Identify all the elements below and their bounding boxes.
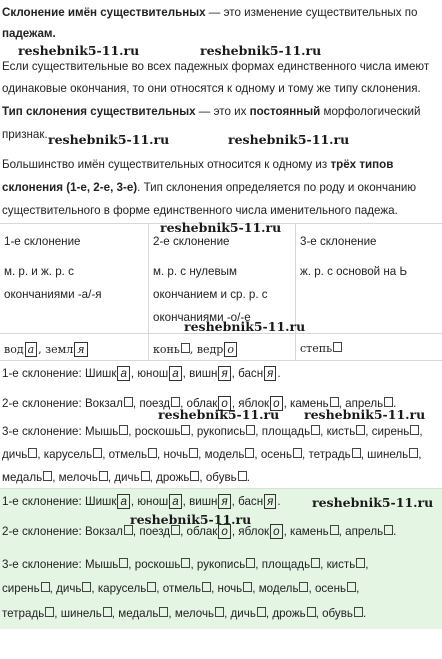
exercise-row-3a: 3-е склонение: Мышь , роскошь , рукопись , площадь , кисть , сирень , [2,425,423,438]
word-stem: дрожь [156,471,190,484]
word-stem: дичь [56,582,82,595]
separator: , [198,448,205,461]
word-stem: мелочь [58,471,98,484]
separator: . [277,367,281,380]
table-examples-3: степь [300,342,342,356]
table-cell-desc-2c: окончаниями -о/-е [153,311,251,324]
watermark-text: reshebnik5-11.ru [228,132,350,147]
separator: , [283,397,291,410]
rule-line-1: Если существительные во всех падежных формах единственного числа имеют [2,60,430,73]
zero-ending-box [181,343,190,353]
word-stem: отмель [162,582,202,595]
word-stem: сирень [371,425,410,438]
separator: , [265,607,273,620]
word-stem: тетрадь [308,448,351,461]
word-stem: вишн [189,367,218,380]
separator: , [360,448,368,461]
zero-ending-box [330,397,339,407]
separator: , [315,607,323,620]
answer-row-3b [2,582,440,596]
word-stem: площадь [261,425,311,438]
word-stem: модель [204,448,245,461]
word-stem: Мышь [84,558,119,571]
separator: , [49,582,57,595]
zero-ending-box [311,558,320,568]
word-stem: рукопись [196,558,246,571]
word-stem: ночь [217,582,243,595]
word-stem: обувь [322,607,353,620]
separator: , [224,607,231,620]
separator: , [365,558,369,571]
table-cell-desc-3a: ж. р. с основой на Ь [300,265,408,278]
separator: , [255,425,262,438]
answer-row-2: 2-е склонение: Вокзал , поезд , облак о , яблок о , камень , апрель . [2,525,397,538]
word-stem: яблок [238,397,270,410]
zero-ending-box [28,448,37,458]
ending-box: я [264,366,276,381]
separator: , [338,397,346,410]
word-stem: поезд [139,397,171,410]
watermark-text: reshebnik5-11.ru [48,132,170,147]
zero-ending-box [356,558,365,568]
word-stem: шинель [367,448,409,461]
separator: , [254,448,261,461]
separator: . [393,397,397,410]
zero-ending-box [119,558,128,568]
exercise-row-2: 2-е склонение: Вокзал , поезд , облак о , яблок о , камень , апрель . [2,397,397,410]
zero-ending-box [141,471,150,481]
word-stem: дрожь [272,607,306,620]
separator: , [338,525,346,538]
watermark-text: reshebnik5-11.ru [312,495,434,510]
word-stem: кисть [326,425,356,438]
word-stem: вишн [189,495,218,508]
zero-ending-box [352,448,361,458]
zero-ending-box [246,425,255,435]
separator: , [111,607,119,620]
ending-box: а [169,366,181,381]
word-stem: басн [238,495,264,508]
zero-ending-box [311,425,320,435]
watermark-text: reshebnik5-11.ru [158,407,280,422]
zero-ending-box [243,582,252,592]
word-stem: шинель [60,607,102,620]
word-stem: карусель [43,448,93,461]
separator: , [356,582,360,595]
separator: , [149,471,157,484]
zero-ending-box [189,448,198,458]
separator: , [54,607,61,620]
zero-ending-box [93,448,102,458]
word-stem: рукопись [196,425,246,438]
word-stem: осень [260,448,292,461]
separator: , [102,448,109,461]
separator: . [362,607,367,620]
table-cell-desc-2a: м. р. с нулевым [153,265,237,278]
table-examples-2: конь , ведр о [153,342,238,357]
ending-box: а [117,366,129,381]
word-stem: Вокзал [84,397,123,410]
zero-ending-box [119,425,128,435]
ending-box: а [169,494,181,509]
zero-ending-box [246,558,255,568]
watermark-text: reshebnik5-11.ru [18,43,140,58]
separator: , [255,558,262,571]
zero-ending-box [330,525,339,535]
word-stem: площадь [261,558,311,571]
watermark-text: reshebnik5-11.ru [200,43,322,58]
exercise-row-3b [2,448,440,462]
zero-ending-box [45,607,54,617]
type-definition-line-1: Тип склонения существительных — это их постоянный морфологический [2,105,421,118]
ending-box: о [218,524,230,539]
word-stem: юнош [137,495,169,508]
majority-line-2: склонения (1-е, 2-е, 3-е). Тип склонения определяется по роду и окончанию [2,181,417,194]
word-stem: облак [186,397,218,410]
word-stem: модель [258,582,299,595]
separator: . [246,471,250,484]
table-header-3: 3-е склонение [300,235,377,248]
word-stem: облак [186,525,218,538]
separator: , [231,525,239,538]
separator: , [157,448,164,461]
separator: , [52,471,59,484]
watermark-text: reshebnik5-11.ru [130,512,252,527]
answer-row-1: 1-е склонение: Шишк а , юнош а , вишн я , басн я . [2,495,281,508]
word-stem: медаль [2,471,43,484]
separator: , [231,367,239,380]
zero-ending-box [409,448,418,458]
zero-ending-box [215,607,224,617]
zero-ending-box [347,582,356,592]
type-definition-line-2: признак. [2,128,48,141]
word-stem: апрель [345,525,384,538]
ending-box: я [218,494,230,509]
rule-line-2: одинаковые окончания, то они относятся к одному и тому же типу склонения. [2,82,421,95]
word-stem: отмель [108,448,148,461]
word-stem: дичь [2,448,28,461]
zero-ending-box [307,607,316,617]
exercise-row-3c [2,471,440,485]
table-cell-desc-1b: окончаниями -а/-я [4,288,102,301]
exercise-row-1: 1-е склонение: Шишк а , юнош а , вишн я , басн я . [2,367,281,380]
watermark-text: reshebnik5-11.ru [304,407,426,422]
separator: , [132,525,140,538]
word-stem: мелочь [174,607,215,620]
table-examples-1: вод а , земл я [4,342,89,357]
ending-box: я [264,494,276,509]
definition-line-1: Склонение имён существительных — это изменение существительных по [2,6,418,19]
definition-line-2: падежам. [2,27,56,40]
word-stem: Мышь [84,425,119,438]
zero-ending-box [171,397,180,407]
word-stem: Вокзал [84,525,123,538]
separator: , [190,425,197,438]
zero-ending-box [43,471,52,481]
answer-row-3a: 3-е склонение: Мышь , роскошь , рукопись , площадь , кисть , [2,558,369,571]
word-stem: осень [314,582,347,595]
separator: , [182,495,190,508]
zero-ending-box [257,607,266,617]
separator: , [320,558,327,571]
ending-box: о [270,524,282,539]
separator: , [308,582,315,595]
word-stem: кисть [326,558,356,571]
word-stem: камень [290,525,329,538]
word-stem: медаль [118,607,159,620]
separator: , [231,397,239,410]
separator: , [231,495,239,508]
zero-ending-box [202,582,211,592]
zero-ending-box [384,525,393,535]
separator: , [190,558,197,571]
watermark-text: reshebnik5-11.ru [160,220,282,235]
word-stem: карусель [97,582,147,595]
watermark-text: reshebnik5-11.ru [184,319,306,334]
separator: , [365,425,372,438]
separator: , [182,367,190,380]
ending-box: я [218,366,230,381]
answer-row-3c [2,607,440,621]
table-header-1: 1-е склонение [4,235,81,248]
word-stem: обувь [205,471,237,484]
separator: , [252,582,259,595]
separator: . [277,495,281,508]
separator: , [168,607,175,620]
zero-ending-box [103,607,112,617]
word-stem: роскошь [134,558,181,571]
zero-ending-box [384,397,393,407]
separator: , [211,582,218,595]
word-stem: дичь [230,607,256,620]
word-stem: юнош [137,367,169,380]
ending-box: о [270,396,282,411]
ending-box: а [117,494,129,509]
separator: , [107,471,115,484]
zero-ending-box [354,607,363,617]
word-stem: поезд [139,525,171,538]
zero-ending-box [410,425,419,435]
declension-table [0,220,442,361]
word-stem: камень [290,397,329,410]
separator: , [320,425,327,438]
separator: , [130,367,138,380]
separator: , [37,448,44,461]
majority-line-3: существительного в форме единственного числа именительного падежа. [2,204,398,217]
table-cell-desc-1a: м. р. и ж. р. с [4,265,74,278]
separator: , [418,448,422,461]
word-stem: Шишк [84,495,117,508]
zero-ending-box [293,448,302,458]
word-stem: басн [238,367,264,380]
separator: , [91,582,98,595]
zero-ending-box [99,471,108,481]
separator: , [180,525,187,538]
word-stem: апрель [345,397,384,410]
word-stem: дичь [114,471,140,484]
word-stem: Шишк [84,367,117,380]
separator: , [199,471,206,484]
separator: . [393,525,397,538]
separator: , [180,397,187,410]
zero-ending-box [148,448,157,458]
zero-ending-box [333,342,342,352]
word-stem: роскошь [134,425,181,438]
ending-box: я [74,342,87,357]
ending-box: о [218,396,230,411]
zero-ending-box [124,397,133,407]
zero-ending-box [356,425,365,435]
column-divider [148,224,149,360]
zero-ending-box [41,582,50,592]
separator: , [302,448,309,461]
ending-box: а [25,342,38,357]
separator: , [132,397,140,410]
column-divider [295,224,296,360]
word-stem: тетрадь [2,607,45,620]
word-stem: ночь [163,448,189,461]
word-stem: сирень [2,582,40,595]
separator: , [156,582,163,595]
separator: , [128,558,135,571]
separator: , [419,425,423,438]
zero-ending-box [147,582,156,592]
zero-ending-box [238,471,247,481]
word-stem: яблок [238,525,270,538]
separator: , [283,525,291,538]
separator: , [130,495,138,508]
table-header-2: 2-е склонение [153,235,230,248]
majority-line-1: Большинство имён существительных относится к одному из трёх типов [2,158,394,171]
table-cell-desc-2b: окончанием и ср. р. с [153,288,268,301]
ending-box: о [224,342,237,357]
separator: , [128,425,135,438]
